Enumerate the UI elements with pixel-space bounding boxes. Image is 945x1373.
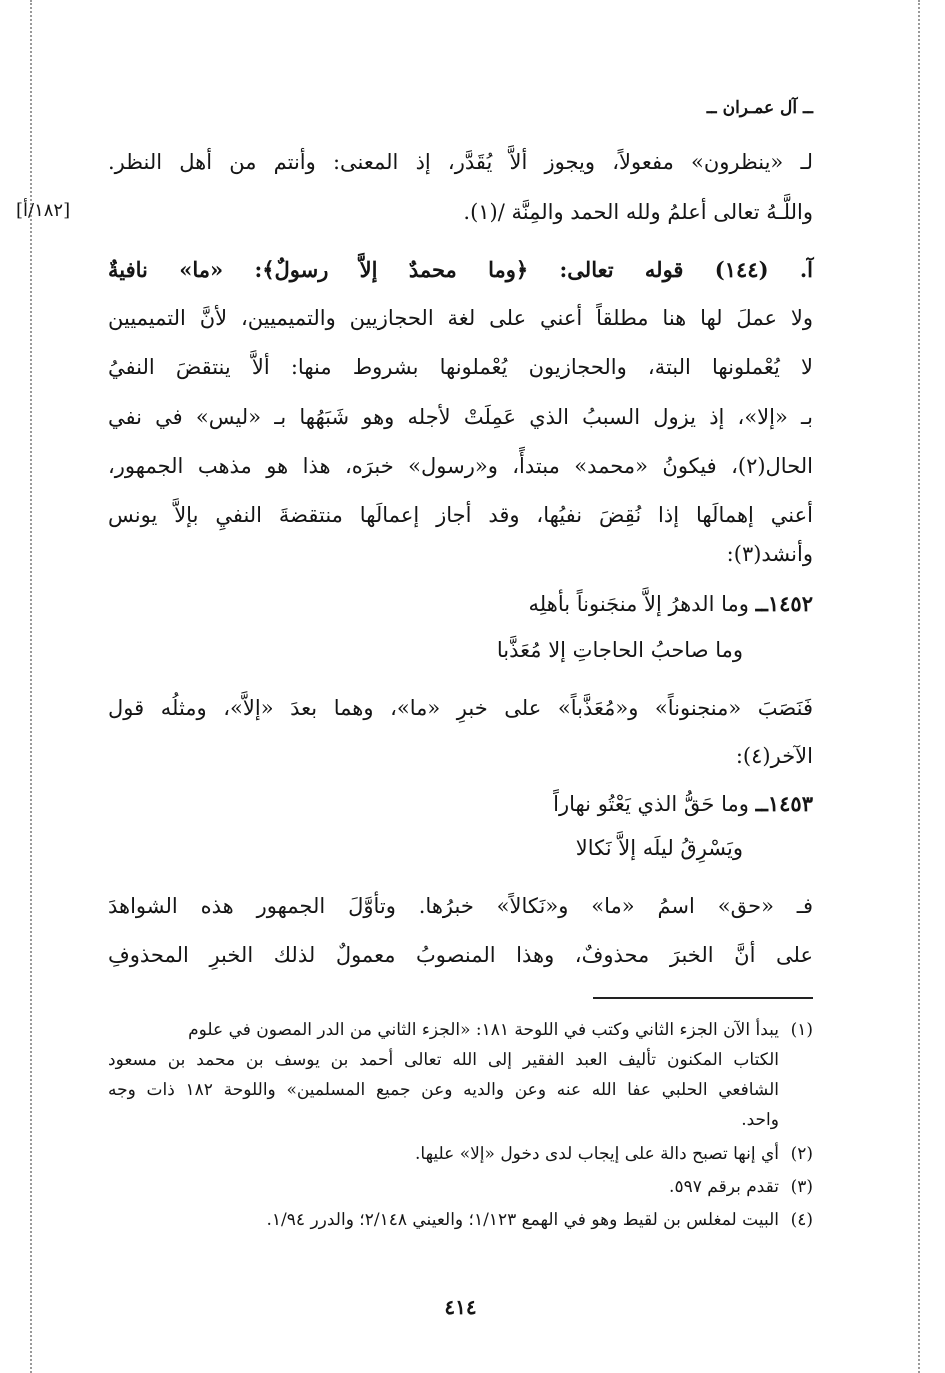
manuscript-folio-note: [١٨٢/أ] xyxy=(16,200,71,221)
footnote-4 xyxy=(108,1205,813,1235)
body-line: لـ «ينظرون» مفعولاً، ويجوز ألاَّ يُقَدَّر، إذ المعنى: وأنتم من أهل النظر. xyxy=(108,150,813,174)
hemistich: وما حَقُّ الذي يَعْتُو نهاراً xyxy=(553,792,749,816)
page-number: ٤١٤ xyxy=(444,1295,477,1319)
running-head: ــ آل عمـران ــ xyxy=(706,98,813,118)
body-line: الحال(٢)، فيكونُ «محمد» مبتدأً، و«رسول» خبرَه، هذا هو مذهب الجمهور، xyxy=(108,454,813,478)
footnote-text: تقدم برقم ٥٩٧. xyxy=(669,1177,779,1197)
poem-verse-1452-second: وما صاحبُ الحاجاتِ إلا مُعَذَّبا xyxy=(496,638,743,662)
poem-verse-1452-first xyxy=(529,590,813,618)
footnote-number: (١) xyxy=(790,1020,813,1040)
body-line: لا يُعْملونها البتة، والحجازيون يُعْملونها بشروط منها: ألاَّ ينتقضَ النفيُ xyxy=(108,355,813,379)
body-line: فَنَصَبَ «منجنوناً» و«مُعَذَّباً» على خبرِ «ما»، وهما بعدَ «إلاَّ»، ومثلُه قول xyxy=(108,696,813,720)
footnote-text: الشافعي الحلبي عفا الله عنه وعن والديه وعن جميع المسلمين» واللوحة ١٨٢ ذات وجه xyxy=(108,1080,779,1100)
footnote-separator xyxy=(593,997,813,999)
poem-verse-1453-first xyxy=(553,790,813,818)
poem-number: ١٤٥٢ــ xyxy=(755,591,813,616)
body-line: واللَّـهُ تعالى أعلمُ ولله الحمد والمِنَّة /(١). xyxy=(463,200,813,224)
right-edge-dots xyxy=(918,0,920,1373)
book-page xyxy=(16,90,813,1330)
footnote-2 xyxy=(108,1139,813,1169)
body-line: على أنَّ الخبرَ محذوفٌ، وهذا المنصوبُ معمولٌ لذلك الخبرِ المحذوفِ xyxy=(108,943,813,967)
footnote-3 xyxy=(108,1172,813,1202)
body-line: الآخر(٤): xyxy=(735,744,813,768)
body-line: ولا عملَ لها هنا مطلقاً أعني على لغة الحجازيين والتميميين، لأنَّ التميميين xyxy=(108,306,813,330)
footnote-number: (٤) xyxy=(790,1210,813,1230)
body-line: بـ «إلا»، إذ يزول السببُ الذي عَمِلَتْ لأجله وهو شَبَهُها بـ «ليس» في نفي xyxy=(108,405,813,429)
hemistich: وما الدهرُ إلاَّ منجَنوناً بأهلِه xyxy=(528,592,749,616)
body-line: أعني إهمالَها إذا نُقِضَ نفيُها، وقد أجاز إعمالَها منتقضةَ النفيِ بإلاَّ يونس xyxy=(108,503,813,527)
verse-commentary-heading: آ. (١٤٤) قوله تعالى: ﴿وما محمدٌ إلاَّ رسولٌ﴾: «ما» نافيةٌ xyxy=(108,257,813,282)
footnote-text: يبدأ الآن الجزء الثاني وكتب في اللوحة ١٨١: «الجزء الثاني من الدر المصون في علوم xyxy=(188,1020,779,1040)
footnote-text: أي إنها تصبح دالة على إيجاب لدى دخول «إلا» عليها. xyxy=(414,1144,779,1164)
poem-number: ١٤٥٣ــ xyxy=(755,791,813,816)
footnote-text: واحد. xyxy=(741,1110,779,1130)
footnote-1 xyxy=(108,1015,813,1045)
footnote-text: البيت لمغلس بن لقيط وهو في الهمع ١/١٢٣؛ والعيني ٢/١٤٨؛ والدرر ١/٩٤. xyxy=(266,1210,779,1230)
footnote-number: (٢) xyxy=(790,1144,813,1164)
body-line: فـ «حق» اسمُ «ما» و«نَكالاً» خبرُها. وتأوَّلَ الجمهور هذه الشواهدَ xyxy=(108,894,813,918)
footnote-text: الكتاب المكنون تأليف العبد الفقير إلى الله تعالى أحمد بن يوسف بن محمد بن مسعود xyxy=(108,1050,779,1070)
body-line: وأنشد(٣): xyxy=(726,542,813,566)
poem-verse-1453-second: ويَسْرِقُ ليلَه إلاَّ نَكالا xyxy=(575,836,743,860)
footnote-number: (٣) xyxy=(790,1177,813,1197)
